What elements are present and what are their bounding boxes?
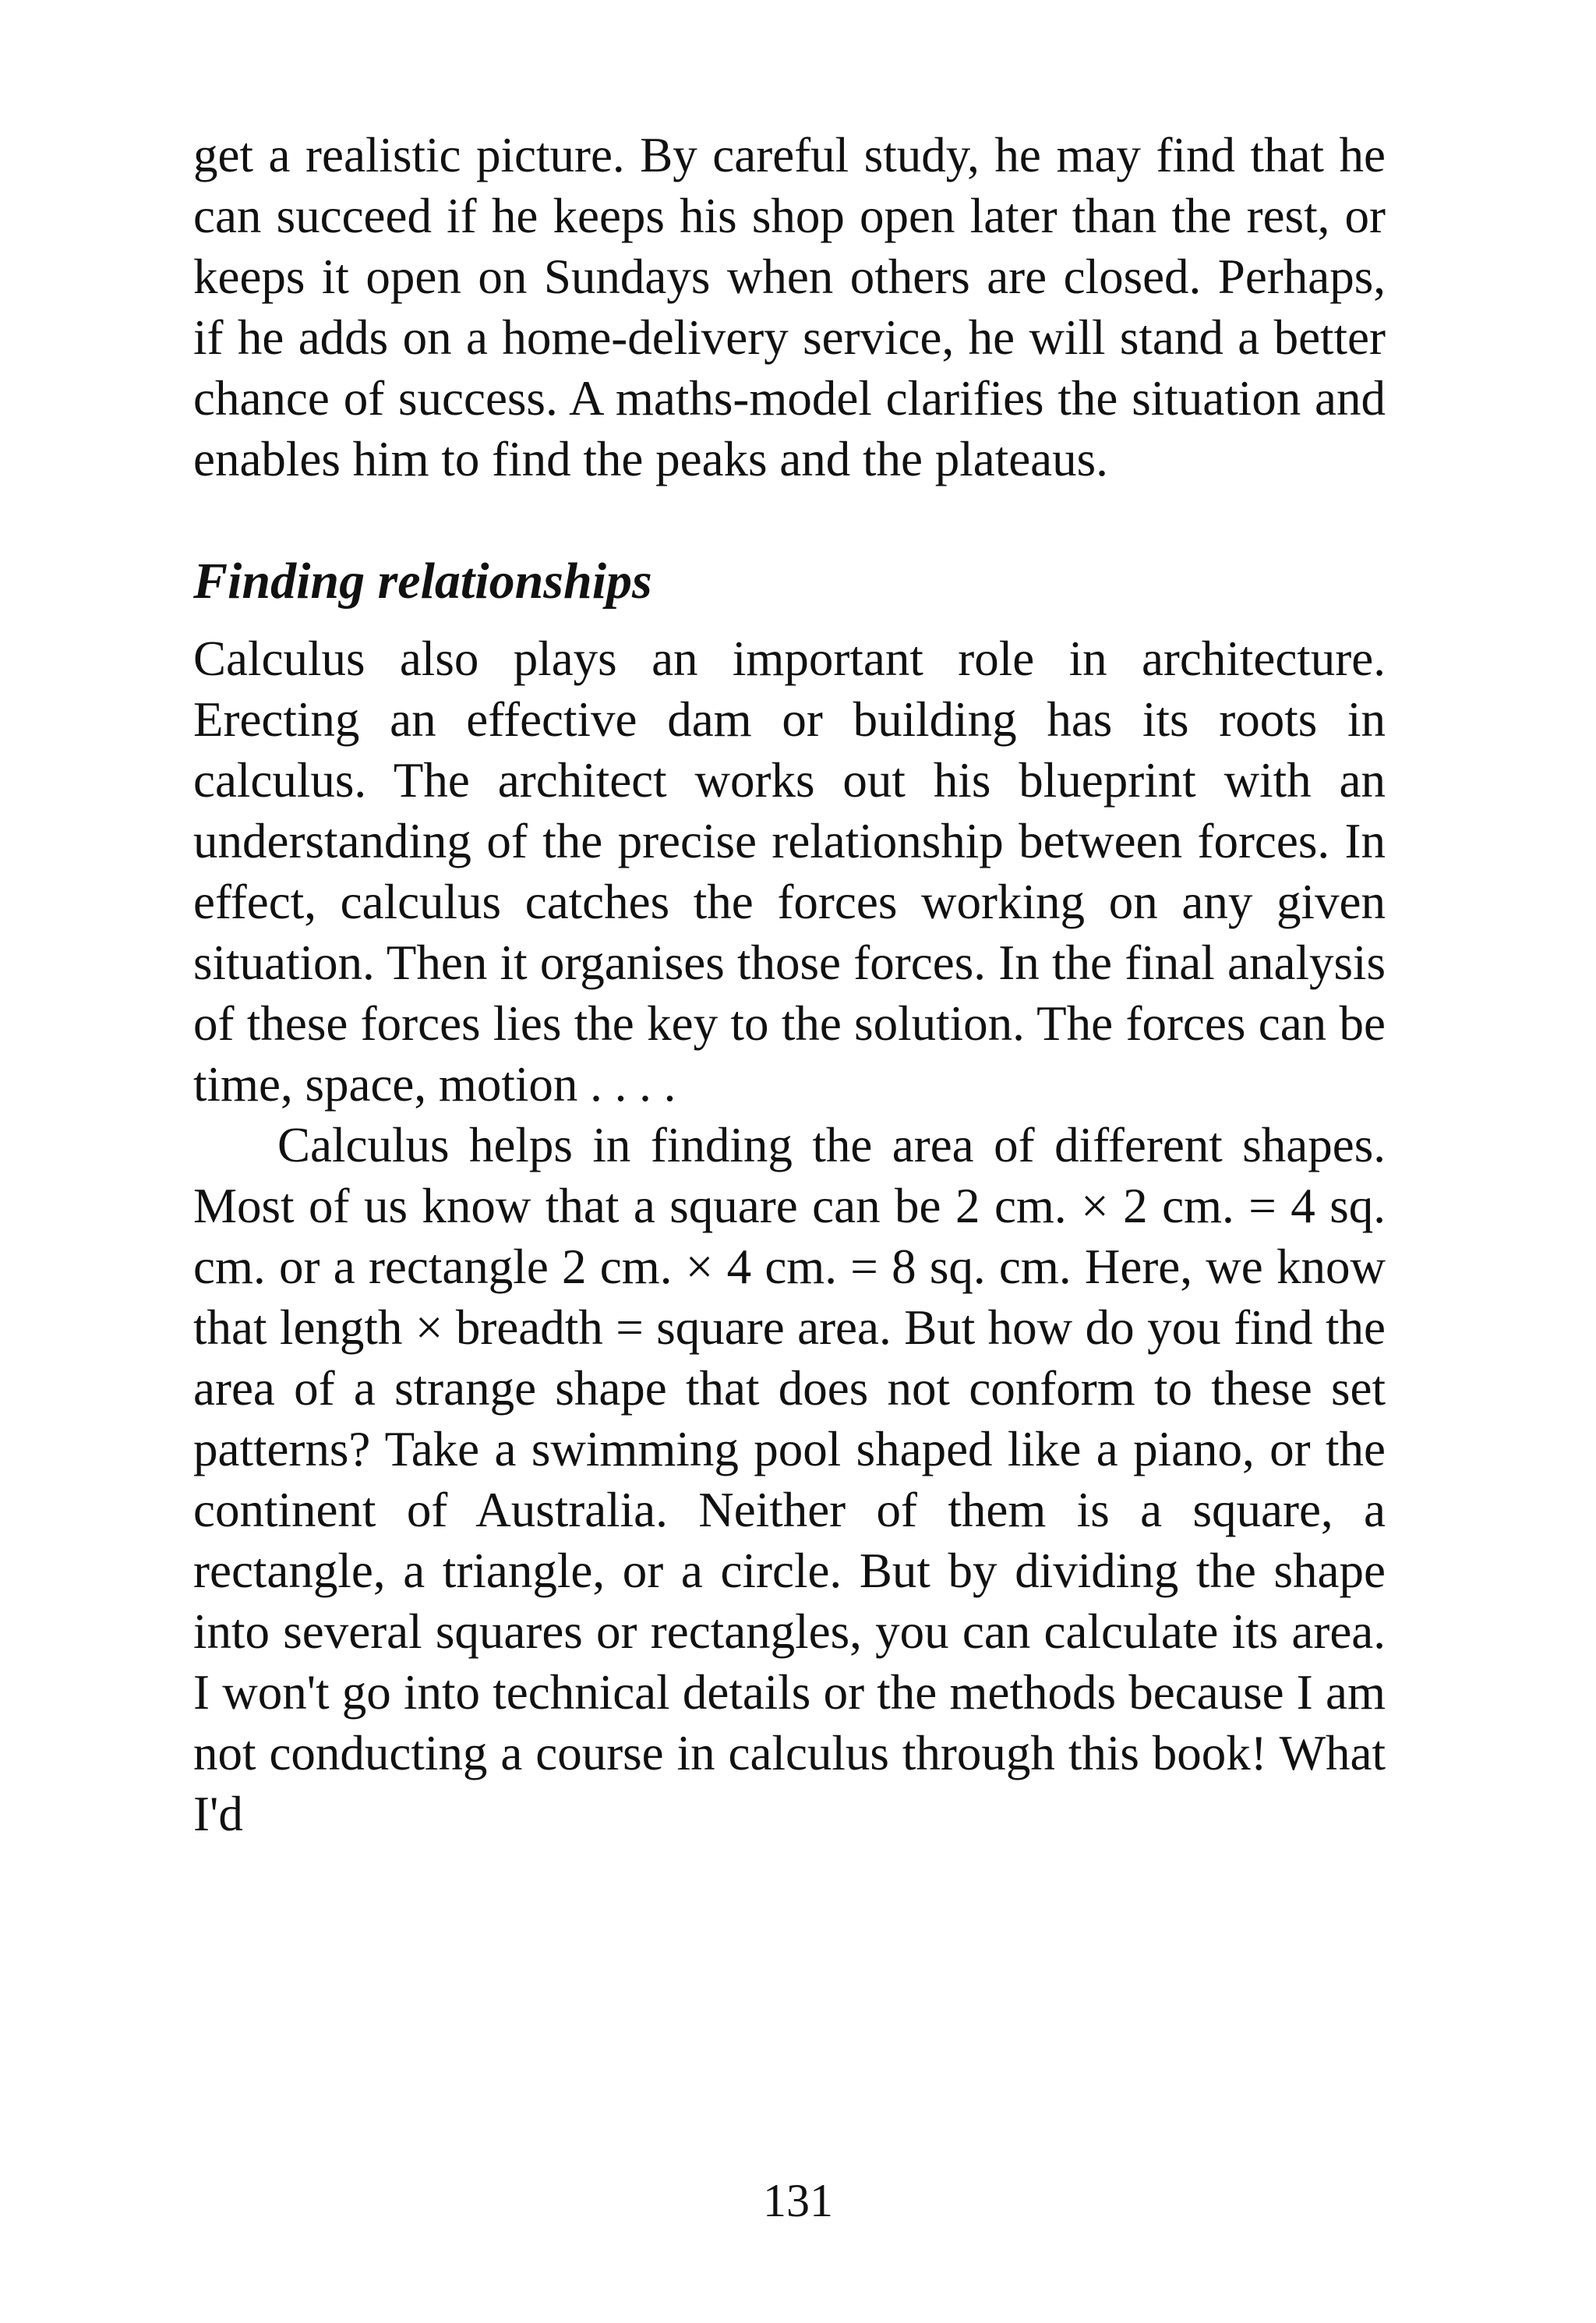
section-heading: Finding relationships bbox=[193, 553, 652, 610]
page-body bbox=[193, 125, 1386, 1844]
page-number: 131 bbox=[763, 2175, 833, 2226]
paragraph-architecture: Calculus also plays an important role in architecture. Erecting an effective dam or building has its roots in calculus. The architect works out his blueprint with an understanding of the precise relationship between forces. In effect, calculus catches the forces working on any given situation. Then it organises those forces. In the final analysis of these forces lies the key to the solution. The forces can be time, space, motion . . . . bbox=[193, 631, 1386, 1112]
paragraph-area: Calculus helps in finding the area of different shapes. Most of us know that a square can be 2 cm. × 2 cm. = 4 sq. cm. or a rectangle 2 cm. × 4 cm. = 8 sq. cm. Here, we know that length × breadth = square area. But how do you find the area of a strange shape that does not conform to these set patterns? Take a swimming pool shaped like a piano, or the continent of Australia. Neither of them is a square, a rectangle, a triangle, or a circle. But by dividing the shape into several squares or rectangles, you can calculate its area. I won't go into technical details or the methods because I am not conducting a course in calculus through this book! What I'd bbox=[193, 1118, 1386, 1841]
paragraph-shop-model: get a realistic picture. By careful study, he may find that he can succeed if he keeps his shop open later than the rest, or keeps it open on Sundays when others are closed. Perhaps, if he adds on a home-delivery service, he will stand a better chance of success. A maths-model clarifies the situation and enables him to find the peaks and the plateaus. bbox=[193, 128, 1386, 486]
